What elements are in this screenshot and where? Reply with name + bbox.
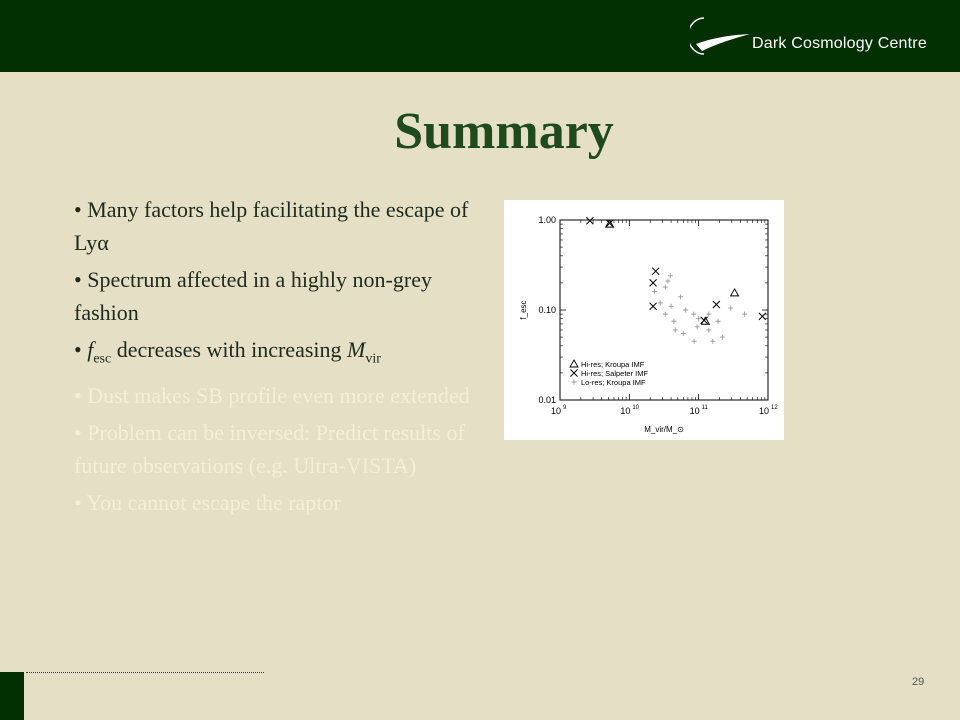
legend-marker-plus — [572, 380, 577, 385]
legend-marker-triangle — [570, 360, 578, 367]
data-point-plus — [706, 327, 711, 332]
data-point-plus — [720, 335, 725, 340]
data-point-plus — [658, 300, 663, 305]
dcc-logo — [690, 14, 950, 60]
x-tick-label: 10 — [550, 406, 562, 416]
data-point-plus — [710, 339, 715, 344]
legend-label: Hi-res; Kroupa IMF — [581, 360, 645, 369]
data-point-plus — [683, 308, 688, 313]
slide-title: Summary — [394, 103, 614, 160]
data-point-triangle — [731, 289, 739, 296]
data-point-x — [650, 279, 657, 286]
data-point-plus — [671, 319, 676, 324]
data-point-plus — [691, 312, 696, 317]
data-point-plus — [706, 312, 711, 317]
data-point-plus — [668, 273, 673, 278]
data-point-plus — [663, 312, 668, 317]
x-tick-exponent: 9 — [563, 405, 567, 411]
data-point-plus — [728, 306, 733, 311]
data-point-x — [713, 301, 720, 308]
vir-subscript: vir — [365, 351, 381, 367]
footer-divider — [26, 672, 264, 673]
bullet-prefix: • — [74, 337, 88, 362]
x-tick-exponent: 11 — [701, 405, 708, 411]
data-point-x — [586, 217, 593, 224]
x-tick-label: 10 — [758, 406, 770, 416]
y-tick-label: 0.01 — [538, 395, 556, 405]
x-tick-exponent: 12 — [771, 405, 778, 411]
data-point-plus — [678, 294, 683, 299]
data-point-x — [650, 303, 657, 310]
x-tick-label: 10 — [689, 406, 700, 416]
data-point-x — [652, 268, 659, 275]
data-point-plus — [692, 339, 697, 344]
bullet-list — [74, 193, 474, 523]
data-point-plus — [742, 312, 747, 317]
x-tick-exponent: 10 — [632, 405, 640, 411]
dcc-comet-icon — [690, 14, 752, 60]
bullet-item: • Dust makes SB profile even more extended — [74, 383, 470, 409]
f-symbol: f — [87, 337, 94, 362]
data-point-plus — [715, 319, 720, 324]
m-symbol: M — [347, 337, 366, 362]
fesc-vs-mvir-chart — [504, 200, 784, 440]
x-tick-label: 10 — [620, 406, 631, 416]
chart-panel — [504, 200, 784, 440]
bullet-middle: decreases with increasing — [111, 337, 348, 362]
legend-label: Hi-res; Salpeter IMF — [581, 369, 649, 378]
page-number: 29 — [912, 676, 925, 688]
data-point-plus — [665, 279, 670, 284]
footer-block — [0, 672, 24, 720]
y-tick-label: 1.00 — [538, 215, 556, 225]
y-tick-label: 0.10 — [538, 305, 556, 315]
data-point-plus — [681, 331, 686, 336]
data-point-x — [759, 313, 766, 320]
bullet-item: • You cannot escape the raptor — [74, 490, 341, 516]
bullet-item: • Spectrum affected in a highly non-grey fashion — [74, 267, 432, 325]
y-axis-label: f_esc — [519, 300, 528, 320]
bullet-item — [74, 333, 474, 375]
data-point-plus — [695, 324, 700, 329]
bullet-item: • Problem can be inversed: Predict results of future observations (e.g. Ultra-VISTA) — [74, 420, 465, 479]
legend-label: Lo-res; Kroupa IMF — [581, 378, 646, 387]
header-bar — [0, 0, 960, 72]
data-point-plus — [669, 304, 674, 309]
logo-text: Dark Cosmology Centre — [752, 35, 927, 52]
esc-subscript: esc — [93, 351, 112, 367]
data-point-plus — [663, 285, 668, 290]
legend-marker-x — [571, 370, 578, 377]
data-point-plus — [673, 327, 678, 332]
bullet-item: • Many factors help facilitating the escape of Lyα — [74, 197, 469, 255]
data-point-plus — [652, 289, 657, 294]
x-axis-label: M_vir/M_⊙ — [644, 425, 684, 434]
